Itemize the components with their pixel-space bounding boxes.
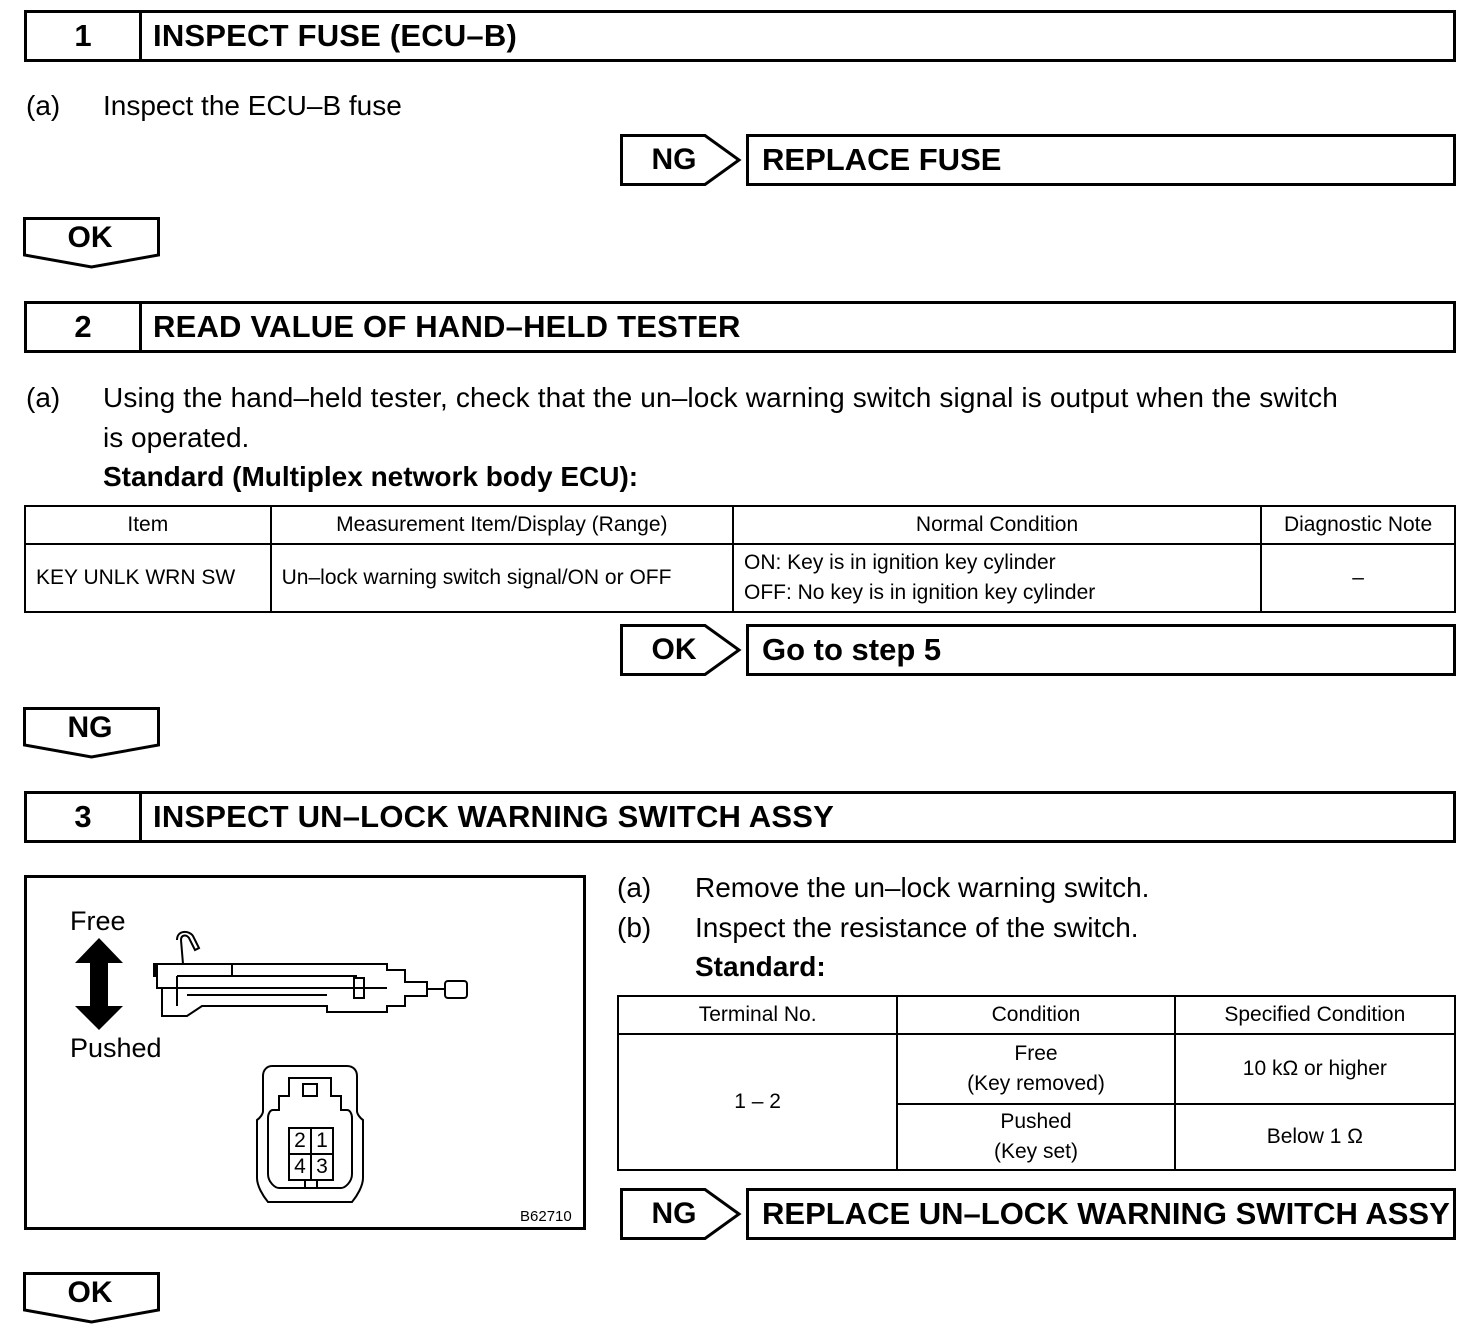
table-cell-terminal: 1 – 2 <box>618 1034 897 1170</box>
step-2-number: 2 <box>27 304 142 350</box>
step-2-title: READ VALUE OF HAND–HELD TESTER <box>153 309 741 344</box>
step-2-item-a-line1: Using the hand–held tester, check that the un–lock warning switch signal is output when the switch <box>103 382 1338 413</box>
step-2-ok-label: OK <box>651 633 697 666</box>
condition-line: (Key removed) <box>967 1072 1105 1095</box>
table-header-row <box>618 996 1455 1034</box>
step-2-header <box>24 301 1456 353</box>
resistance-table <box>617 995 1456 1171</box>
step-3-ng-label: NG <box>651 1197 697 1230</box>
double-arrow-icon <box>75 938 123 1030</box>
table-cell-spec: 10 kΩ or higher <box>1175 1034 1455 1104</box>
step-3-title: INSPECT UN–LOCK WARNING SWITCH ASSY <box>153 799 834 834</box>
step-1-ok-tag <box>22 217 162 269</box>
step-1-title: INSPECT FUSE (ECU–B) <box>153 18 517 53</box>
step-2-ok-action: Go to step 5 <box>746 624 1456 676</box>
step-1-ng-label: NG <box>651 143 697 176</box>
table-row <box>25 544 1455 612</box>
table-header: Terminal No. <box>618 996 897 1034</box>
table-cell-condition <box>897 1104 1174 1170</box>
table-header: Item <box>25 506 271 544</box>
step-1-number: 1 <box>27 13 142 59</box>
step-3-header <box>24 791 1456 843</box>
figure-code: B62710 <box>520 1208 572 1225</box>
step-1-ng-action: REPLACE FUSE <box>746 134 1456 186</box>
switch-figure <box>24 875 586 1230</box>
table-header: Condition <box>897 996 1174 1034</box>
step-1-ng-tag <box>620 134 742 186</box>
step-3-standard-heading: Standard: <box>695 951 826 982</box>
step-3-ng-action: REPLACE UN–LOCK WARNING SWITCH ASSY <box>746 1188 1456 1240</box>
switch-body-icon <box>154 932 467 1016</box>
table-cell-item: KEY UNLK WRN SW <box>25 544 271 612</box>
terminal-label: 1 <box>316 1129 328 1152</box>
table-cell-spec: Below 1 Ω <box>1175 1104 1455 1170</box>
step-3-item-b-text: Inspect the resistance of the switch. <box>695 912 1139 943</box>
terminal-label: 4 <box>294 1155 306 1178</box>
table-header: Diagnostic Note <box>1261 506 1455 544</box>
free-label: Free <box>70 906 126 936</box>
step-3-item-a-marker: (a) <box>617 872 652 903</box>
step-2-ok-tag <box>620 624 742 676</box>
step-3-ok-label: OK <box>67 1276 113 1309</box>
step-1-ok-label: OK <box>67 221 113 254</box>
condition-line: Pushed <box>1000 1110 1072 1133</box>
step-3-number: 3 <box>27 794 142 840</box>
step-2-ng-tag <box>22 707 162 759</box>
table-header: Measurement Item/Display (Range) <box>271 506 733 544</box>
step-1-item-a-text: Inspect the ECU–B fuse <box>103 90 402 121</box>
table-cell-normal <box>733 544 1261 612</box>
step-1-header <box>24 10 1456 62</box>
terminal-label: 2 <box>294 1129 306 1152</box>
table-header: Specified Condition <box>1175 996 1455 1034</box>
normal-condition-line: OFF: No key is in ignition key cylinder <box>743 581 1096 604</box>
table-cell-note: – <box>1261 544 1455 612</box>
step-2-standard-heading: Standard (Multiplex network body ECU): <box>103 461 639 492</box>
pushed-label: Pushed <box>70 1033 162 1063</box>
step-1-item-a-marker: (a) <box>26 90 61 121</box>
step-2-ng-label: NG <box>67 711 113 744</box>
step-3-item-a-text: Remove the un–lock warning switch. <box>695 872 1150 903</box>
table-cell-condition <box>897 1034 1174 1104</box>
table-header: Normal Condition <box>733 506 1261 544</box>
table-header-row <box>25 506 1455 544</box>
table-row <box>618 1034 1455 1104</box>
condition-line: (Key set) <box>993 1140 1078 1163</box>
step-3-ng-tag <box>620 1188 742 1240</box>
step-3-item-b-marker: (b) <box>617 912 652 943</box>
tester-value-table <box>24 505 1456 613</box>
step-3-ok-tag <box>22 1272 162 1324</box>
normal-condition-line: ON: Key is in ignition key cylinder <box>743 551 1056 574</box>
table-cell-measurement: Un–lock warning switch signal/ON or OFF <box>271 544 733 612</box>
step-2-item-a-marker: (a) <box>26 382 61 413</box>
step-2-item-a-line2: is operated. <box>103 422 250 453</box>
condition-line: Free <box>1014 1042 1058 1065</box>
terminal-label: 3 <box>316 1155 328 1178</box>
